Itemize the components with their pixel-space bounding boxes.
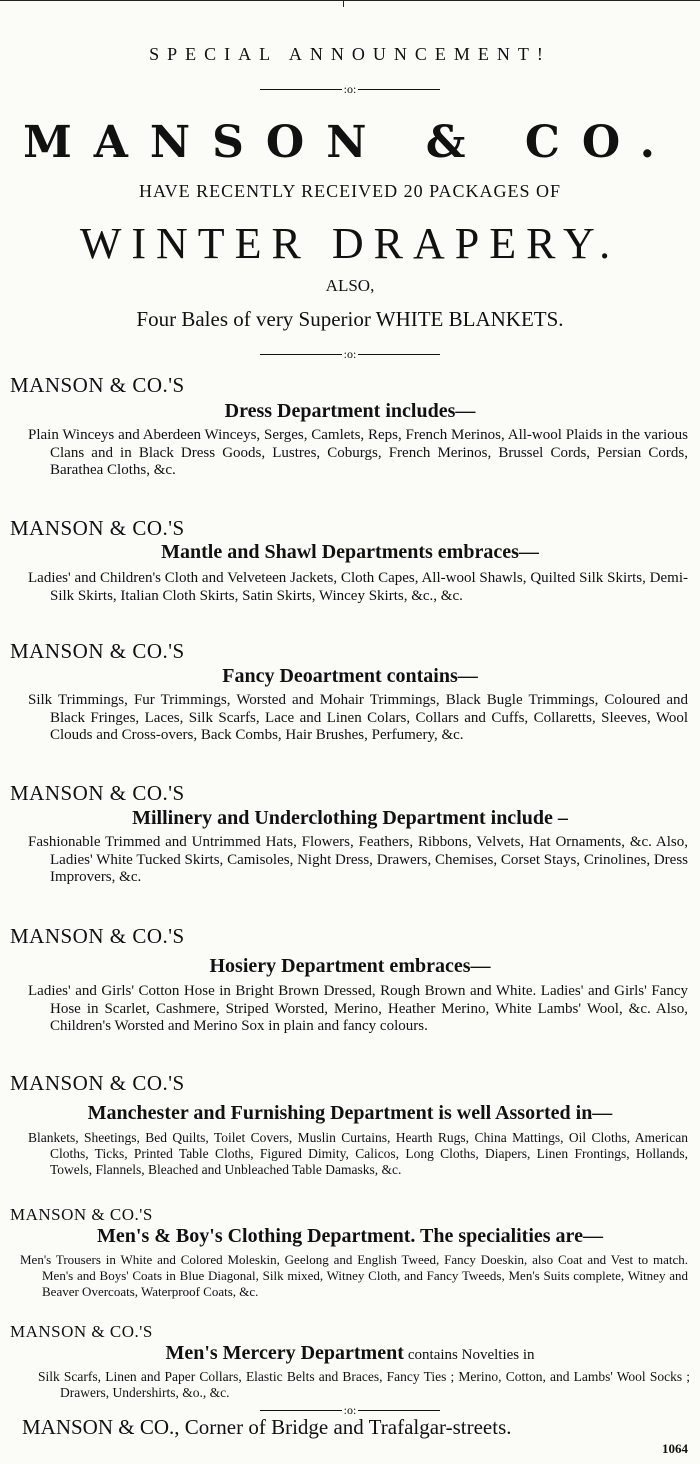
section-5-firm: MANSON & CO.'S bbox=[10, 924, 185, 948]
section-5-title: Hosiery Department embraces— bbox=[209, 955, 491, 977]
firm-name-banner: MANSON & CO. bbox=[23, 117, 677, 168]
section-5-body: Ladies' and Girls' Cotton Hose in Bright Brown Dressed, Rough Brown and White. Ladies' and Girls' Fancy Hose in Scarlet, Cashmere, Striped Worsted, Merino, Heather Merino, White Lambs' Wool, &c. Also, Children's Worsted and Merino Sox in plain and fancy colours. bbox=[28, 983, 688, 1034]
section-2-title: Mantle and Shawl Departments embraces— bbox=[161, 541, 539, 563]
section-6-body: Blankets, Sheetings, Bed Quilts, Toilet Covers, Muslin Curtains, Hearth Rugs, China Mattings, Oil Cloths, American Cloths, Ticks, Printed Table Cloths, Figured Dimity, Calicos, Long Cloths, Diapers, Linen Frontings, Hollands, Towels, Flannels, Bleached and Unbleached Table Damasks, &c. bbox=[28, 1130, 688, 1177]
footer-address: MANSON & CO., Corner of Bridge and Trafalgar-streets. bbox=[22, 1415, 512, 1439]
section-8-firm: MANSON & CO.'S bbox=[10, 1322, 153, 1341]
section-8-title: Men's Mercery Department bbox=[165, 1342, 404, 1364]
section-3-firm: MANSON & CO.'S bbox=[10, 639, 185, 663]
section-1-firm: MANSON & CO.'S bbox=[10, 373, 185, 397]
section-3-body: Silk Trimmings, Fur Trimmings, Worsted and Mohair Trimmings, Black Bugle Trimmings, Coloured and Black Fringes, Laces, Silk Scarfs, Lace and Linen Colars, Collars and Cuffs, Collaretts, Sleeves, Wool Clouds and Cross-overs, Back Combs, Hair Brushes, Perfumery, &c. bbox=[28, 692, 688, 743]
top-tick bbox=[343, 0, 344, 7]
section-1-title: Dress Department includes— bbox=[224, 400, 476, 422]
section-8-title-line bbox=[0, 1342, 700, 1365]
special-announcement: SPECIAL ANNOUNCEMENT! bbox=[149, 44, 551, 64]
top-rule bbox=[0, 0, 700, 1]
section-7-firm: MANSON & CO.'S bbox=[10, 1205, 153, 1224]
separator-2: :o: bbox=[0, 346, 700, 361]
section-1-body: Plain Winceys and Aberdeen Winceys, Serges, Camlets, Reps, French Merinos, All-wool Plaids in the various Clans and in Black Dress Goods, Lustres, Coburgs, French Merinos, Brussel Cords, Persian Cords, Barathea Cloths, &c. bbox=[28, 427, 688, 478]
section-8-title-tail: contains Novelties in bbox=[407, 1347, 535, 1363]
also-line: ALSO, bbox=[325, 276, 375, 295]
separator-1: :o: bbox=[0, 81, 700, 96]
section-7-title: Men's & Boy's Clothing Department. The specialities are— bbox=[97, 1225, 603, 1247]
winter-drapery-title: WINTER DRAPERY. bbox=[79, 219, 621, 268]
section-3-title: Fancy Deoartment contains— bbox=[222, 665, 478, 687]
separator-3: :o: bbox=[0, 1402, 700, 1417]
section-2-firm: MANSON & CO.'S bbox=[10, 516, 185, 540]
section-4-title: Millinery and Underclothing Department include – bbox=[132, 807, 568, 829]
section-7-body: Men's Trousers in White and Colored Moleskin, Geelong and English Tweed, Fancy Doeskin, also Coat and Vest to match. Men's and Boys' Coats in Blue Diagonal, Silk mixed, Witney Cloth, and Fancy Tweeds, Men's Suits complete, Witney and Beaver Overcoats, Waterproof Coats, &c. bbox=[20, 1252, 688, 1299]
section-6-title: Manchester and Furnishing Department is well Assorted in— bbox=[87, 1102, 613, 1124]
advert-number: 1064 bbox=[662, 1441, 688, 1456]
blankets-line: Four Bales of very Superior WHITE BLANKETS. bbox=[136, 307, 564, 331]
section-2-body: Ladies' and Children's Cloth and Velveteen Jackets, Cloth Capes, All-wool Shawls, Quilted Silk Skirts, Demi-Silk Skirts, Italian Cloth Skirts, Satin Skirts, Wincey Skirts, &c., &c. bbox=[28, 570, 688, 604]
section-4-firm: MANSON & CO.'S bbox=[10, 781, 185, 805]
section-8-body: Silk Scarfs, Linen and Paper Collars, Elastic Belts and Braces, Fancy Ties ; Merino, Cotton, and Lambs' Wool Socks ; Drawers, Undershirts, &o., &c. bbox=[38, 1369, 690, 1400]
received-line: HAVE RECENTLY RECEIVED 20 PACKAGES OF bbox=[138, 181, 562, 201]
section-4-body: Fashionable Trimmed and Untrimmed Hats, Flowers, Feathers, Ribbons, Velvets, Hat Ornaments, &c. Also, Ladies' White Tucked Skirts, Camisoles, Night Dress, Drawers, Chemises, Corset Stays, Crinolines, Dress Improvers, &c. bbox=[28, 834, 688, 885]
section-6-firm: MANSON & CO.'S bbox=[10, 1071, 185, 1095]
